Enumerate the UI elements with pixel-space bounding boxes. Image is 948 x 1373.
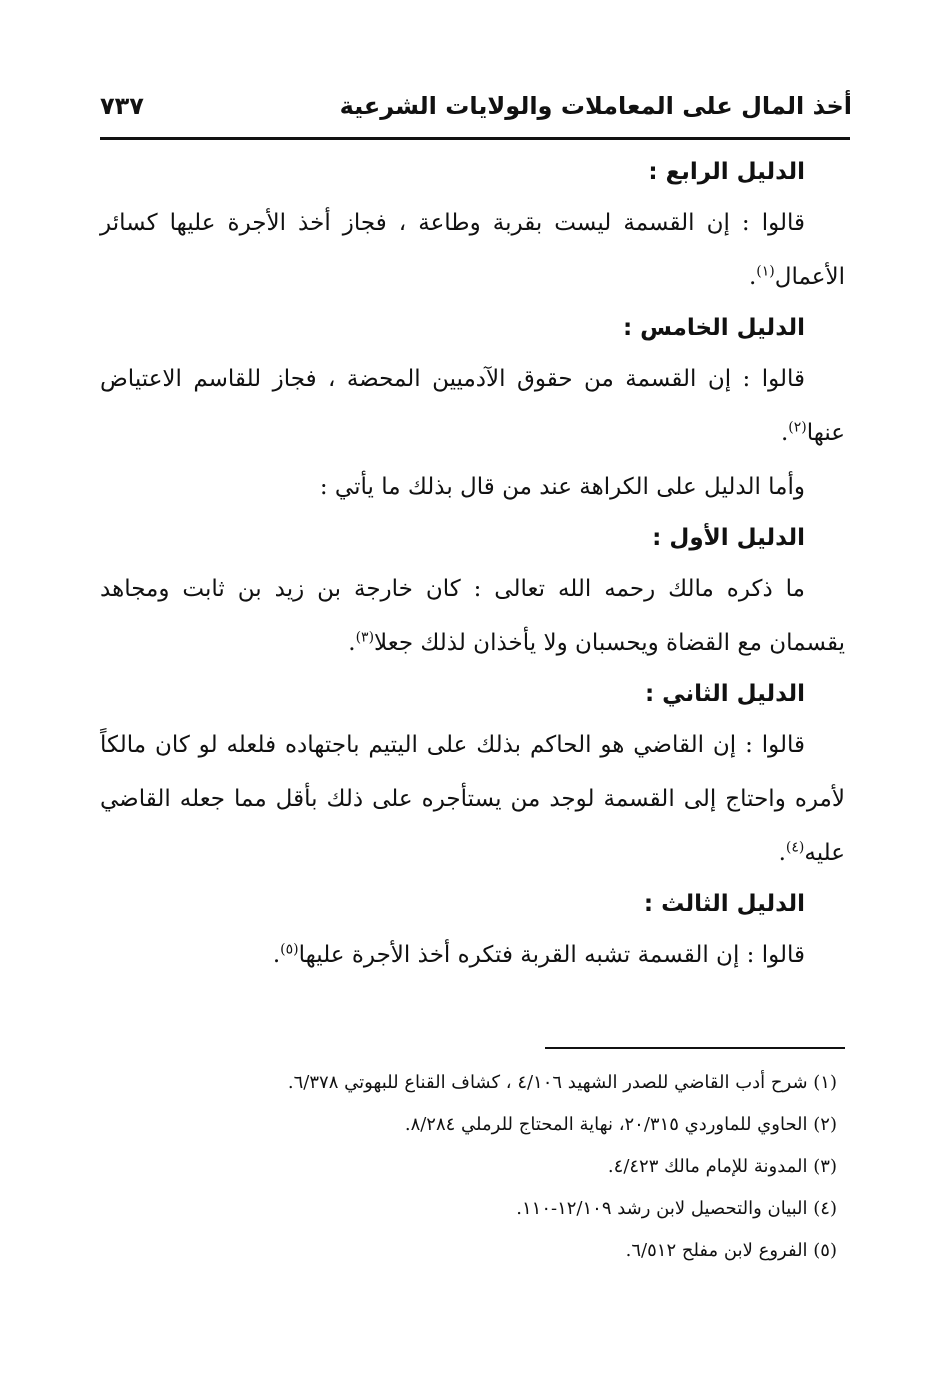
section-heading-3: الدليل الثالث : xyxy=(643,891,805,917)
paragraph-1: قالوا : إن القسمة ليست بقربة وطاعة ، فجاز أخذ الأجرة عليها كسائر الأعمال$^{(١)}$. xyxy=(100,210,845,290)
header-rule xyxy=(100,137,850,140)
running-header xyxy=(100,88,852,132)
footnote-ref-4[interactable]: (٤) xyxy=(785,839,805,856)
paragraph-3: ما ذكره مالك رحمه الله تعالى : كان خارجة بن زيد بن ثابت ومجاهد يقسمان مع القضاة ويحسبان ولا يأخذان لذلك جعلا$^{(٣)}$. xyxy=(100,576,845,656)
footnote-ref-3[interactable]: (٣) xyxy=(355,629,375,646)
section-heading-1: الدليل الأول : xyxy=(652,525,805,551)
footnotes xyxy=(100,1062,845,1272)
section-heading-5: الدليل الخامس : xyxy=(622,315,805,341)
paragraph-4: قالوا : إن القاضي هو الحاكم بذلك على اليتيم باجتهاده فلعله لو كان مالكاً لأمره واحتاج إلى القسمة لوجد من يستأجره على ذلك بأقل مما جعله القاضي عليه$^{(٤)}$. xyxy=(100,732,845,866)
footnote-1: (١) شرح أدب القاضي للصدر الشهيد ٤/١٠٦ ، كشاف القناع للبهوتي ٦/٣٧٨. xyxy=(287,1072,837,1093)
body-text xyxy=(100,148,845,982)
footnote-5: (٥) الفروع لابن مفلح ٦/٥١٢. xyxy=(625,1240,837,1261)
section-heading-2: الدليل الثاني : xyxy=(644,681,805,707)
page-number: ٧٣٧ xyxy=(100,92,144,120)
footnote-ref-5[interactable]: (٥) xyxy=(280,941,299,958)
footnote-ref-2[interactable]: (٢) xyxy=(788,419,807,436)
paragraph-5: قالوا : إن القسمة تشبه القربة فتكره أخذ الأجرة عليها$^{(٥)}$. xyxy=(272,941,805,968)
section-heading-4: الدليل الرابع : xyxy=(648,159,805,185)
paragraph-2: قالوا : إن القسمة من حقوق الآدميين المحضة ، فجاز للقاسم الاعتياض عنها$^{(٢)}$. xyxy=(100,366,845,446)
footnote-2: (٢) الحاوي للماوردي ٢٠/٣١٥، نهاية المحتاج للرملي ٨/٢٨٤. xyxy=(404,1114,837,1135)
footnote-ref-1[interactable]: (١) xyxy=(756,263,775,280)
header-title: أخذ المال على المعاملات والولايات الشرعية xyxy=(339,92,852,120)
footnote-separator xyxy=(545,1047,845,1049)
paragraph-intro: وأما الدليل على الكراهة عند من قال بذلك ما يأتي : xyxy=(319,474,805,500)
footnote-4: (٤) البيان والتحصيل لابن رشد ١٢/١٠٩-١١٠. xyxy=(516,1198,837,1219)
footnote-3: (٣) المدونة للإمام مالك ٤/٤٢٣. xyxy=(607,1156,837,1177)
